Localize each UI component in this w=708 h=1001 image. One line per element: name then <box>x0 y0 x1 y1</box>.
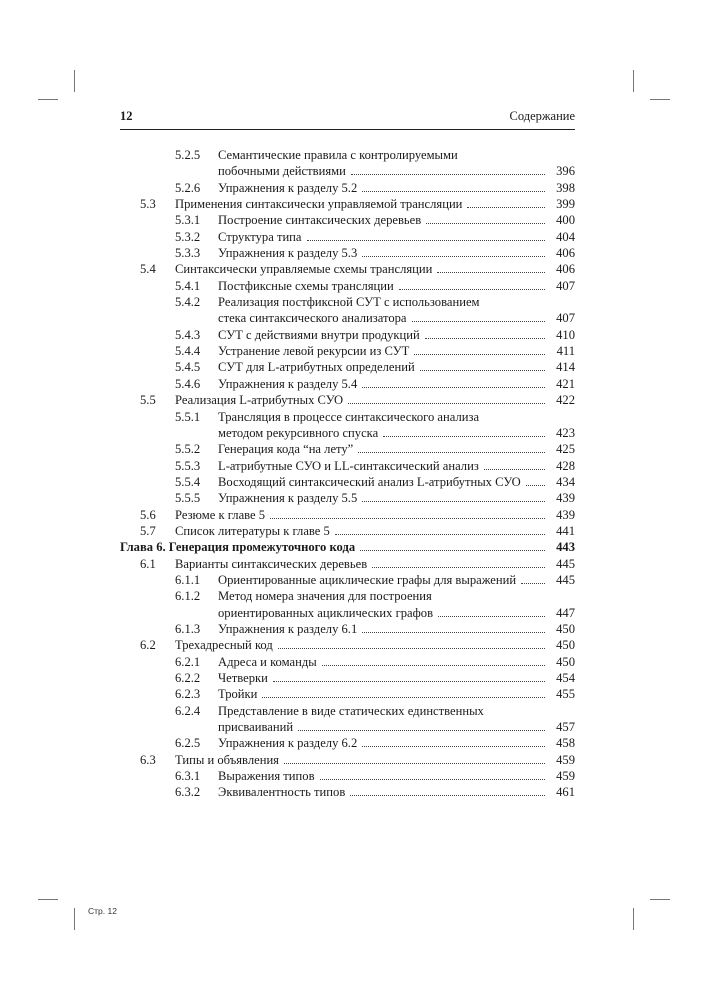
toc-entry-number: 5.2.5 <box>175 148 201 162</box>
toc-row <box>120 343 575 359</box>
toc-row <box>120 327 575 343</box>
toc-row <box>120 310 575 326</box>
toc-page-number: 457 <box>556 720 575 735</box>
toc-row <box>120 654 575 670</box>
toc-row <box>120 670 575 686</box>
dot-leader <box>362 490 545 502</box>
toc-entry-title: Список литературы к главе 5 <box>175 523 330 538</box>
toc-entry-number: 5.4.2 <box>175 295 201 310</box>
dot-leader <box>414 343 545 355</box>
toc-entry-title: присваиваний <box>218 720 294 735</box>
dot-leader <box>273 670 545 682</box>
toc-entry-number: 5.4.3 <box>175 327 201 342</box>
toc-row <box>120 474 575 490</box>
toc-entry-number: 5.5.4 <box>175 474 201 489</box>
toc-entry-number: 5.4.4 <box>175 344 201 359</box>
dot-leader <box>467 196 545 208</box>
toc-row <box>120 425 575 441</box>
toc-row <box>120 490 575 506</box>
toc-row <box>120 196 575 212</box>
toc-row <box>120 719 575 735</box>
toc-entry-title: L-атрибутные СУО и LL-синтаксический анализ <box>218 458 479 473</box>
toc-row <box>120 294 575 310</box>
dot-leader <box>399 278 545 290</box>
toc-entry-title: Упражнения к разделу 5.5 <box>218 491 358 506</box>
toc-row <box>120 588 575 604</box>
toc-entry-number: 6.1.1 <box>175 572 201 587</box>
toc-page-number: 450 <box>556 654 575 669</box>
crop-mark-top-right-horizontal <box>650 99 670 100</box>
toc-page-number: 400 <box>556 213 575 228</box>
dot-leader <box>526 474 545 486</box>
toc-row <box>120 147 575 163</box>
toc-entry-title: Восходящий синтаксический анализ L-атрибутных СУО <box>218 474 521 489</box>
toc-page-number: 428 <box>556 458 575 473</box>
toc-entry-title: Структура типа <box>218 229 302 244</box>
toc-row <box>120 212 575 228</box>
toc-row <box>120 409 575 425</box>
toc-entry-number: 6.3.1 <box>175 769 201 784</box>
dot-leader <box>351 163 545 175</box>
toc-entry-title: методом рекурсивного спуска <box>218 425 379 440</box>
toc-entry-title: Упражнения к разделу 6.1 <box>218 621 358 636</box>
toc-entry-number: 5.4 <box>140 262 156 277</box>
toc-entry-number: 5.2.6 <box>175 180 201 195</box>
toc-entry-number: 6.2.4 <box>175 703 201 718</box>
toc-row <box>120 556 575 572</box>
toc-entry-number: 5.5.2 <box>175 442 201 457</box>
toc-page-number: 407 <box>556 278 575 293</box>
toc-row <box>120 278 575 294</box>
toc-row <box>120 392 575 408</box>
toc-entry-title: Эквивалентность типов <box>218 785 346 800</box>
crop-mark-bottom-right-horizontal <box>650 899 670 900</box>
toc-row <box>120 768 575 784</box>
toc-entry-title: Метод номера значения для построения <box>218 589 432 604</box>
dot-leader <box>278 637 545 649</box>
toc-row <box>120 359 575 375</box>
toc-entry-title: Упражнения к разделу 5.4 <box>218 376 358 391</box>
toc-entry-number: 5.7 <box>140 523 156 538</box>
dot-leader <box>372 556 545 568</box>
toc-entry-number: 5.4.5 <box>175 360 201 375</box>
toc-entry-number: 5.4.1 <box>175 278 201 293</box>
dot-leader <box>362 245 545 257</box>
toc-entry-title: Резюме к главе 5 <box>175 507 266 522</box>
toc-entry-title: стека синтаксического анализатора <box>218 311 407 326</box>
toc-entry-title: Тройки <box>218 687 258 702</box>
crop-mark-bottom-left-horizontal <box>38 899 58 900</box>
toc-page-number: 443 <box>556 540 575 555</box>
dot-leader <box>521 572 545 584</box>
toc-row <box>120 637 575 653</box>
toc-entry-number: 5.5.1 <box>175 409 201 424</box>
toc-row <box>120 539 575 555</box>
dot-leader <box>426 212 545 224</box>
dot-leader <box>284 752 545 764</box>
toc-entry-number: 5.5.3 <box>175 458 201 473</box>
toc-entry-title: Генерация кода “на лету” <box>218 442 354 457</box>
toc-page-number: 445 <box>556 572 575 587</box>
dot-leader <box>383 425 545 437</box>
toc-entry-number: 6.1.2 <box>175 589 201 604</box>
toc-page-number: 406 <box>556 262 575 277</box>
toc-list <box>120 147 575 801</box>
toc-row <box>120 458 575 474</box>
toc-entry-title: СУТ для L-атрибутных определений <box>218 360 415 375</box>
toc-entry-number: 6.2.2 <box>175 671 201 685</box>
dot-leader <box>362 376 545 388</box>
toc-page-number: 445 <box>556 556 575 571</box>
toc-entry-number: 6.2.3 <box>175 687 201 702</box>
toc-entry-title: Семантические правила с контролируемыми <box>218 148 458 162</box>
toc-page-number: 425 <box>556 442 575 457</box>
dot-leader <box>307 229 545 241</box>
dot-leader <box>438 605 545 617</box>
toc-entry-title: побочными действиями <box>218 164 346 179</box>
dot-leader <box>362 621 545 633</box>
toc-row <box>120 376 575 392</box>
toc-entry-number: 5.5 <box>140 393 156 408</box>
toc-entry-title: Представление в виде статических единственных <box>218 703 484 718</box>
dot-leader <box>360 539 545 551</box>
dot-leader <box>320 768 545 780</box>
toc-entry-number: 6.3.2 <box>175 785 201 800</box>
toc-row <box>120 735 575 751</box>
toc-entry-number: 5.3.3 <box>175 246 201 261</box>
toc-entry-title: Типы и объявления <box>175 752 279 767</box>
toc-page-number: 447 <box>556 605 575 620</box>
dot-leader <box>437 261 545 273</box>
toc-entry-title: ориентированных ациклических графов <box>218 605 434 620</box>
running-title: Содержание <box>509 109 575 123</box>
toc-entry-title: Упражнения к разделу 5.2 <box>218 180 358 195</box>
toc-page-number: 404 <box>556 229 575 244</box>
toc-row <box>120 507 575 523</box>
toc-entry-number: 6.1 <box>140 556 156 571</box>
toc-entry-number: 6.1.3 <box>175 621 201 636</box>
toc-page-number: 414 <box>556 360 575 375</box>
dot-leader <box>350 784 545 796</box>
toc-page-number: 454 <box>556 671 575 685</box>
crop-mark-bottom-right-vertical <box>633 908 634 930</box>
toc-page-number: 411 <box>556 344 575 359</box>
toc-page-number: 439 <box>556 491 575 506</box>
toc-row <box>120 621 575 637</box>
crop-mark-top-left-vertical <box>74 70 75 92</box>
toc-entry-title: Реализация постфиксной СУТ с использованием <box>218 295 480 310</box>
toc-page-number: 455 <box>556 687 575 702</box>
dot-leader <box>335 523 545 535</box>
toc-page-number: 441 <box>556 523 575 538</box>
toc-entry-title: Ориентированные ациклические графы для выражений <box>218 572 517 587</box>
dot-leader <box>362 180 545 192</box>
toc-entry-number: 6.2 <box>140 638 156 653</box>
toc-page-number: 396 <box>556 164 575 179</box>
toc-row <box>120 752 575 768</box>
toc-entry-title: СУТ с действиями внутри продукций <box>218 327 420 342</box>
toc-entry-title: Глава 6. Генерация промежуточного кода <box>120 540 356 555</box>
toc-entry-title: Устранение левой рекурсии из СУТ <box>218 344 410 359</box>
toc-page-number: 458 <box>556 736 575 751</box>
toc-row <box>120 686 575 702</box>
toc-row <box>120 229 575 245</box>
dot-leader <box>358 441 545 453</box>
toc-row <box>120 261 575 277</box>
toc-row <box>120 163 575 179</box>
toc-page-number: 423 <box>556 425 575 440</box>
dot-leader <box>420 359 545 371</box>
toc-entry-number: 5.4.6 <box>175 376 201 391</box>
dot-leader <box>298 719 545 731</box>
page-footer-label: Стр. 12 <box>88 906 117 916</box>
toc-row <box>120 245 575 261</box>
toc-page-number: 410 <box>556 327 575 342</box>
dot-leader <box>425 327 545 339</box>
toc-entry-number: 6.2.5 <box>175 736 201 751</box>
crop-mark-top-left-horizontal <box>38 99 58 100</box>
toc-entry-title: Синтаксически управляемые схемы трансляции <box>175 262 433 277</box>
toc-page-number: 398 <box>556 180 575 195</box>
toc-row <box>120 441 575 457</box>
toc-row <box>120 572 575 588</box>
toc-entry-number: 6.3 <box>140 752 156 767</box>
dot-leader <box>484 458 545 470</box>
toc-entry-title: Варианты синтаксических деревьев <box>175 556 368 571</box>
dot-leader <box>362 735 545 747</box>
toc-entry-title: Выражения типов <box>218 769 315 784</box>
page-header <box>120 109 575 130</box>
toc-entry-title: Упражнения к разделу 5.3 <box>218 246 358 261</box>
toc-entry-title: Постфиксные схемы трансляции <box>218 278 394 293</box>
toc-entry-title: Реализация L-атрибутных СУО <box>175 393 344 408</box>
crop-mark-top-right-vertical <box>633 70 634 92</box>
dot-leader <box>270 507 545 519</box>
toc-page-number: 459 <box>556 769 575 784</box>
toc-page-number: 422 <box>556 393 575 408</box>
toc-page-number: 399 <box>556 197 575 212</box>
toc-page-number: 461 <box>556 785 575 800</box>
toc-page-number: 439 <box>556 507 575 522</box>
toc-row <box>120 523 575 539</box>
toc-entry-title: Применения синтаксически управляемой трансляции <box>175 197 463 212</box>
toc-entry-number: 5.5.5 <box>175 491 201 506</box>
toc-page-number: 407 <box>556 311 575 326</box>
toc-entry-title: Упражнения к разделу 6.2 <box>218 736 358 751</box>
toc-entry-title: Построение синтаксических деревьев <box>218 213 422 228</box>
toc-entry-number: 5.3 <box>140 197 156 212</box>
dot-leader <box>412 310 545 322</box>
toc-row <box>120 605 575 621</box>
toc-row <box>120 703 575 719</box>
page-number: 12 <box>120 109 133 123</box>
toc-entry-number: 6.2.1 <box>175 654 201 669</box>
dot-leader <box>322 654 545 666</box>
toc-row <box>120 784 575 800</box>
toc-entry-title: Четверки <box>218 671 268 685</box>
crop-mark-bottom-left-vertical <box>74 908 75 930</box>
toc-entry-number: 5.3.2 <box>175 229 201 244</box>
toc-page-number: 434 <box>556 474 575 489</box>
toc-page-number: 450 <box>556 638 575 653</box>
toc-entry-title: Адреса и команды <box>218 654 317 669</box>
dot-leader <box>348 392 545 404</box>
toc-page-number: 459 <box>556 752 575 767</box>
toc-page-number: 406 <box>556 246 575 261</box>
toc-entry-number: 5.6 <box>140 507 156 522</box>
toc-entry-title: Трехадресный код <box>175 638 273 653</box>
toc-entry-number: 5.3.1 <box>175 213 201 228</box>
toc-page-number: 421 <box>556 376 575 391</box>
dot-leader <box>262 686 545 698</box>
toc-row <box>120 180 575 196</box>
toc-entry-title: Трансляция в процессе синтаксического анализа <box>218 409 480 424</box>
toc-page-number: 450 <box>556 621 575 636</box>
